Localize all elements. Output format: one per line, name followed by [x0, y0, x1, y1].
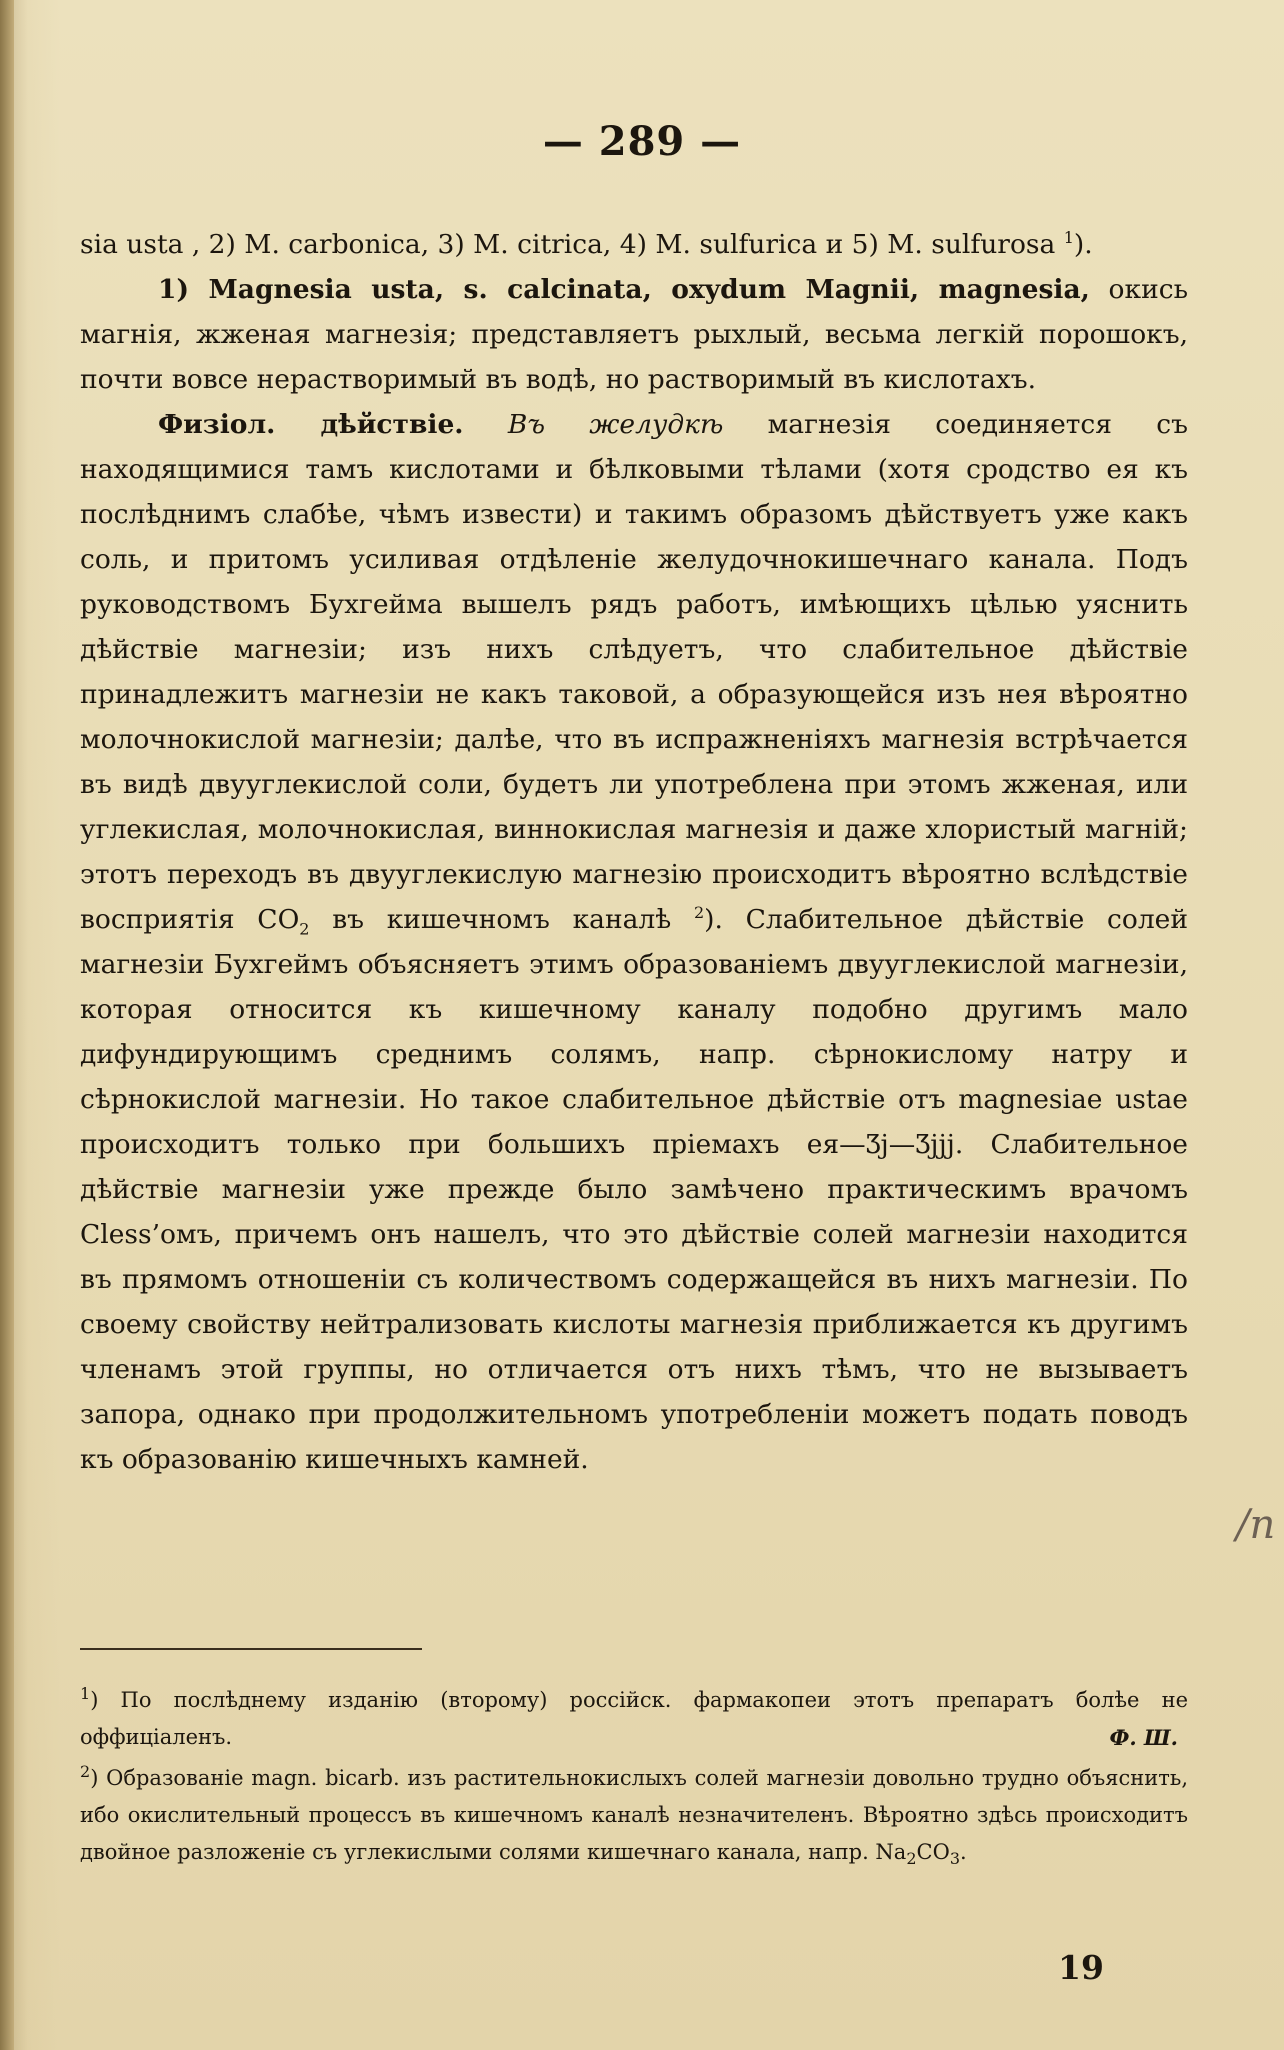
paragraph-3 [80, 402, 1188, 1482]
footnote-1-signature: Ф. Ш. [1109, 1725, 1178, 1750]
paragraph-3-text-3: ). Слабительное дѣйствіе солей магнезіи Бухгеймъ объясняетъ этимъ образованіемъ двууглекислой магнезіи, которая относится къ кишечному каналу подобно другимъ мало дифундирующимъ среднимъ солямъ, напр. сѣрнокислому натру и сѣрнокислой магнезіи. Но такое слабительное дѣйствіе отъ magnesiae ustae происходитъ только при большихъ пріемахъ ея—Ʒj—Ʒjjj. Слабительное дѣйствіе магнезіи уже прежде было замѣчено практическимъ врачомъ Cless’омъ, причемъ онъ нашелъ, что это дѣйствіе солей магнезіи находится въ прямомъ отношеніи съ количествомъ содержащейся въ нихъ магнезіи. По своему свойству нейтрализовать кислоты магнезія приближается къ другимъ членамъ этой группы, но отличается отъ нихъ тѣмъ, что не вызываетъ запора, однако при продолжительномъ употребленіи можетъ подать поводъ къ образованію кишечныхъ камней. [80, 904, 1188, 1475]
paragraph-1 [80, 222, 1188, 267]
paragraph-3-text-2: въ кишечномъ каналѣ [309, 904, 694, 935]
footnote-2 [80, 1760, 1188, 1871]
na2-subscript: 2 [906, 1849, 917, 1869]
footnote-1-mark: 1 [80, 1684, 91, 1703]
footnote-2-mark: 2 [80, 1762, 91, 1781]
footnote-2-end: . [960, 1840, 967, 1864]
paragraph-1-text: sia usta , 2) M. carbonica, 3) M. citrica, 4) M. sulfurica и 5) M. sulfurosa [80, 229, 1064, 260]
footnote-divider [80, 1648, 422, 1650]
printer-signature-mark: 19 [1058, 1948, 1104, 1987]
footnote-ref-2: 2 [693, 903, 705, 923]
page-spine-shadow [0, 0, 14, 2050]
footnote-ref-1: 1 [1063, 228, 1074, 248]
footnotes [80, 1682, 1188, 1875]
co3-subscript: 3 [949, 1849, 961, 1869]
co2-subscript: 2 [299, 919, 310, 939]
footnote-2-mid: CO [916, 1840, 950, 1864]
paragraph-1-end: ). [1073, 229, 1093, 260]
footnote-1 [80, 1682, 1188, 1756]
main-text [80, 222, 1188, 1482]
physiology-heading: Физіол. дѣйствіе. [158, 409, 464, 440]
footnote-2-text: ) Образованіе magn. bicarb. изъ растительнокислыхъ солей магнезіи довольно трудно объяснить, ибо окислительный процессъ въ кишечномъ каналѣ незначителенъ. Вѣроятно здѣсь происходитъ двойное разложеніе съ углекислыми солями кишечнаго канала, напр. Na [80, 1766, 1188, 1864]
magnesia-usta-lead: 1) Magnesia usta, s. calcinata, oxydum Magnii, magnesia, [158, 274, 1090, 305]
footnote-1-text: ) По послѣднему изданію (второму) россійск. фармакопеи этотъ препаратъ болѣе не оффиціаленъ. [80, 1688, 1188, 1749]
margin-pencil-note: /n [1236, 1502, 1276, 1548]
stomach-italic: Въ желудкѣ [507, 409, 724, 440]
page-number: — 289 — [542, 118, 742, 165]
paragraph-3-text-1: магнезія соединяется съ находящимися тамъ кислотами и бѣлковыми тѣлами (хотя сродство ея къ послѣднимъ слабѣе, чѣмъ извести) и такимъ образомъ дѣйствуетъ уже какъ соль, и притомъ усиливая отдѣленіе желудочнокишечнаго канала. Подъ руководствомъ Бухгейма вышелъ рядъ работъ, имѣющихъ цѣлью уяснить дѣйствіе магнезіи; изъ нихъ слѣдуетъ, что слабительное дѣйствіе принадлежитъ магнезіи не какъ таковой, а образующейся изъ нея вѣроятно молочнокислой магнезіи; далѣе, что въ испражненіяхъ магнезія встрѣчается въ видѣ двууглекислой соли, будетъ ли употреблена при этомъ жженая, или углекислая, молочнокислая, виннокислая магнезія и даже хлористый магній; этотъ переходъ въ двууглекислую магнезію происходитъ вѣроятно вслѣдствіе восприятія CO [80, 409, 1188, 935]
paragraph-2 [80, 267, 1188, 402]
paragraph-2-text: окись магнія, жженая магнезія; представляетъ рыхлый, весьма легкій порошокъ, почти вовсе нерастворимый въ водѣ, но растворимый въ кислотахъ. [80, 274, 1188, 395]
